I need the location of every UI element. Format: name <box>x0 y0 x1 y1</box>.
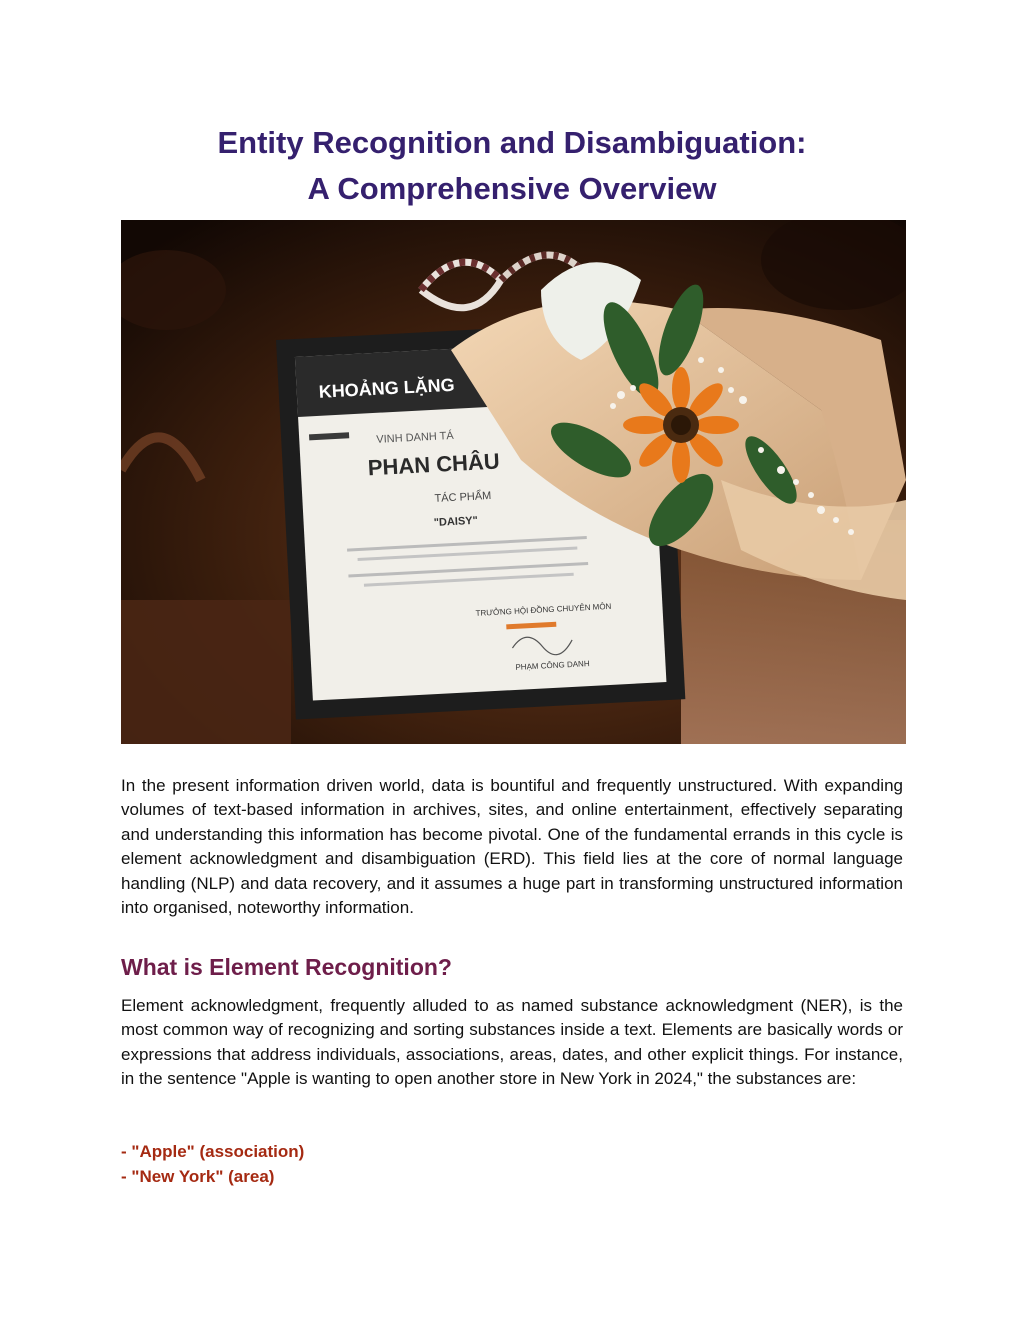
certificate-header: KHOẢNG LẶNG <box>318 374 456 402</box>
certificate-honor: VINH DANH TÁ <box>376 429 454 446</box>
certificate-signer: PHẠM CÔNG DANH <box>515 659 590 672</box>
certificate-council: TRƯỞNG HỘI ĐỒNG CHUYÊN MÔN <box>475 601 612 618</box>
section-heading: What is Element Recognition? <box>121 954 452 980</box>
intro-paragraph: In the present information driven world, data is bountiful and frequently unstructured. With expanding volumes of text-based information in archives, sites, and online entertainment, effectively separating and understanding this information has become pivotal. One of the fundamental errands in this cycle is element acknowledgment and disambiguation (ERD). This field lies at the core of normal language handling (NLP) and data recovery, and it assumes a huge part in transforming unstructured information into organised, noteworthy information. <box>121 776 903 918</box>
title-line-2: A Comprehensive Overview <box>307 171 717 206</box>
certificate-work: "DAISY" <box>433 514 479 529</box>
certificate-name: PHAN CHÂU <box>367 448 501 481</box>
title-line-1: Entity Recognition and Disambiguation: <box>217 125 807 160</box>
certificate-work-label: TÁC PHẨM <box>434 489 492 505</box>
certificate-bouquet-photo <box>121 220 906 744</box>
section-paragraph: Element acknowledgment, frequently alluded to as named substance acknowledgment (NER), is the most common way of recognizing and sorting substances inside a text. Elements are basically words or expressions that address individuals, associations, areas, dates, and other explicit things. For instance, in the sentence "Apple is wanting to open another store in New York in 2024," the substances are: <box>121 996 903 1089</box>
list-item: - "New York" (area) <box>121 1167 275 1186</box>
entity-list <box>121 1139 304 1189</box>
list-item: - "Apple" (association) <box>121 1142 305 1161</box>
document-title <box>0 120 1024 212</box>
